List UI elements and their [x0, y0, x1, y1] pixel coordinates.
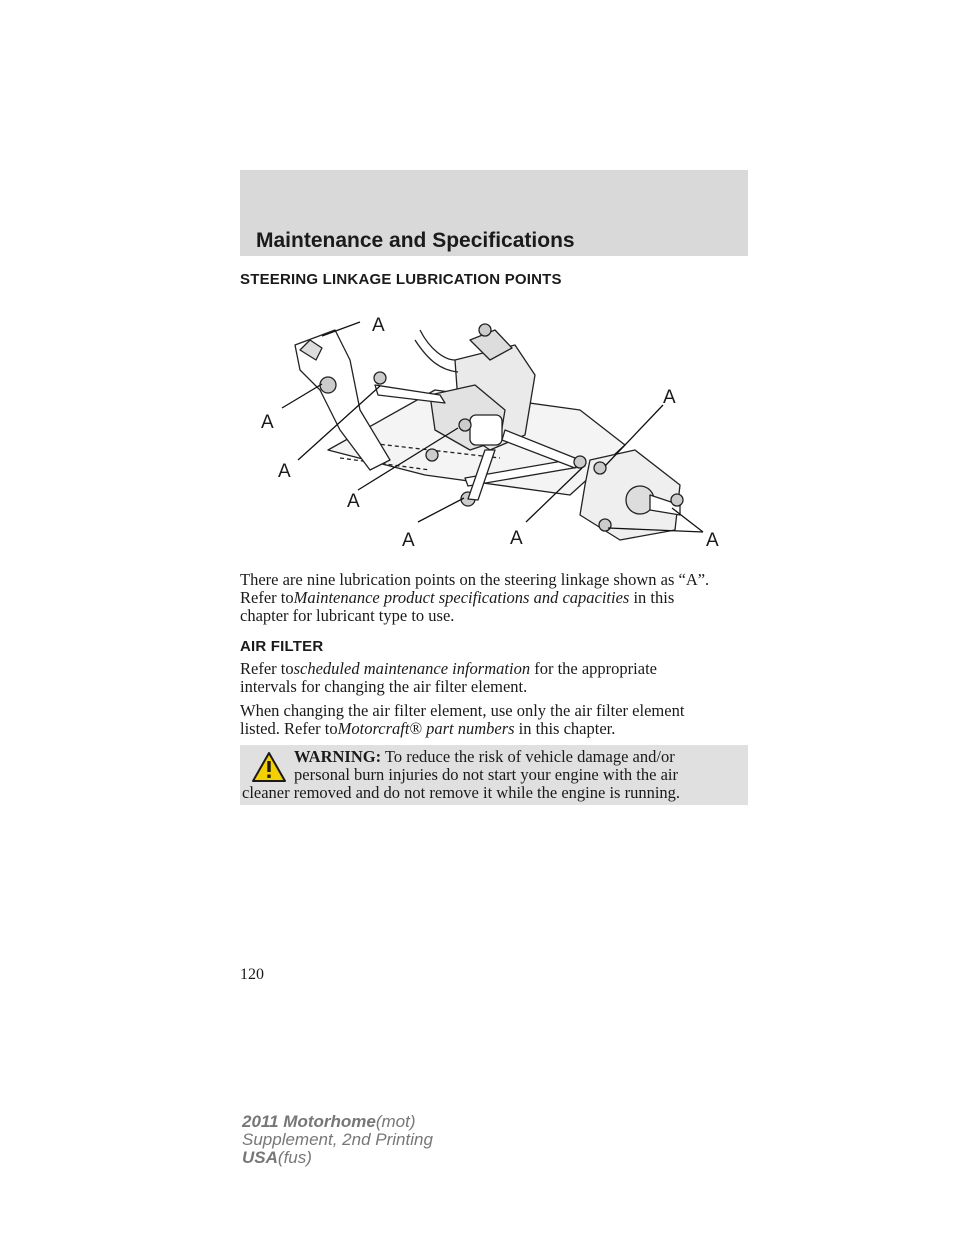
warning-box [240, 745, 748, 805]
warning-label: WARNING: [294, 747, 382, 766]
air-filter-heading: AIR FILTER [240, 638, 324, 655]
callout-label-a: A [510, 528, 523, 549]
air-filter-intervals-paragraph: Refer toscheduled maintenance information for the appropriate intervals for changing the air filter element. [240, 659, 657, 696]
callout-label-a: A [372, 315, 385, 336]
page-title: Maintenance and Specifications [256, 229, 575, 252]
callout-label-a: A [347, 491, 360, 512]
callout-label-a: A [278, 461, 291, 482]
steering-linkage-heading: STEERING LINKAGE LUBRICATION POINTS [240, 271, 562, 288]
lubrication-points-paragraph: There are nine lubrication points on the steering linkage shown as “A”. Refer toMaintenance product specifications and capacities in this chapter for lubricant type to use. [240, 570, 710, 625]
page-number: 120 [240, 966, 264, 983]
callout-label-a: A [663, 387, 676, 408]
document-footer: 2011 Motorhome(mot) Supplement, 2nd Printing USA(fus) [242, 1112, 433, 1167]
callout-label-a: A [402, 530, 415, 551]
warning-message: WARNING: To reduce the risk of vehicle damage and/or personal burn injuries do not start your engine with the air cleaner removed and do not remove it while the engine is running. [242, 747, 681, 802]
motorcraft-part-numbers-reference: Motorcraft® part numbers [337, 719, 515, 738]
scheduled-maintenance-reference: scheduled maintenance information [293, 659, 531, 678]
maintenance-specs-reference: Maintenance product specifications and capacities [293, 588, 630, 607]
callout-label-a: A [261, 412, 274, 433]
steering-linkage-diagram [240, 300, 748, 562]
air-filter-element-paragraph: When changing the air filter element, use only the air filter element listed. Refer toMotorcraft® part numbers in this chapter. [240, 701, 685, 738]
callout-label-a: A [706, 530, 719, 551]
